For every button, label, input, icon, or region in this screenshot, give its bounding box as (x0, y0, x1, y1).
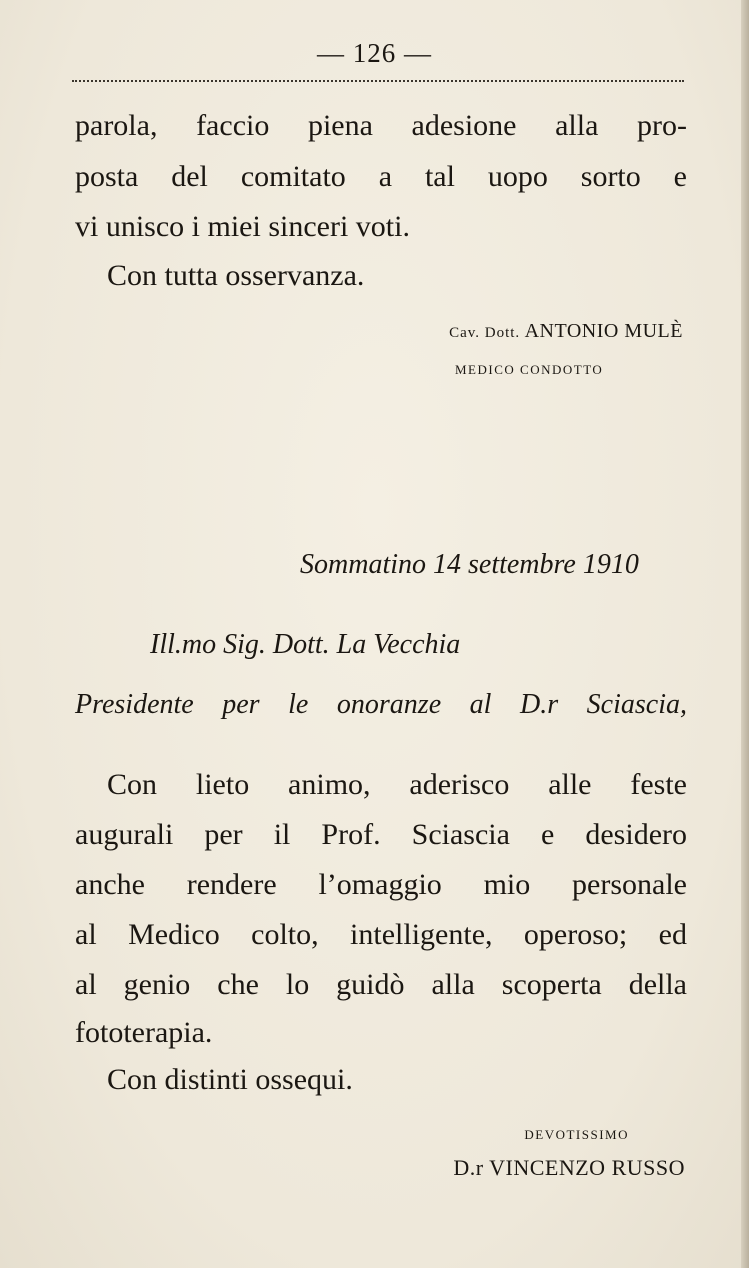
letter2-salutation: Ill.mo Sig. Dott. La Vecchia (150, 629, 461, 660)
letter2-body-line-6: fototerapia. (75, 1016, 213, 1049)
letter2-body-line-4: al Medico colto, intelligente, operoso; ed (75, 918, 687, 951)
letter2-body-line-5: al genio che lo guidò alla scoperta della (75, 968, 687, 1001)
page-edge (741, 0, 749, 1268)
page-number: — 126 — (317, 38, 432, 68)
header-rule (72, 80, 684, 82)
letter1-line-1: parola, faccio piena adesione alla pro- (75, 109, 687, 142)
letter1-line-2: posta del comitato a tal uopo sorto e (75, 160, 687, 193)
letter2-body-line-2: augurali per il Prof. Sciascia e desidero (75, 818, 687, 851)
letter1-signature-role: MEDICO CONDOTTO (455, 362, 604, 377)
letter2-closing: Con distinti ossequi. (107, 1063, 353, 1096)
letter1-signature (449, 320, 683, 343)
signature-name: ANTONIO MULÈ (524, 320, 683, 342)
letter2-place-date: Sommatino 14 settembre 1910 (300, 549, 639, 580)
letter2-body-line-3: anche rendere l’omaggio mio personale (75, 868, 687, 901)
letter1-line-3: vi unisco i miei sinceri voti. (75, 210, 410, 243)
letter1-closing: Con tutta osservanza. (107, 259, 365, 292)
signature-title-prefix: Cav. Dott. (449, 325, 521, 341)
letter2-addressee: Presidente per le onoranze al D.r Sciascia, (75, 689, 687, 720)
letter2-valediction: DEVOTISSIMO (524, 1127, 629, 1142)
letter2-signature: D.r VINCENZO RUSSO (453, 1155, 685, 1180)
letter2-body-line-1: Con lieto animo, aderisco alle feste (107, 768, 687, 801)
